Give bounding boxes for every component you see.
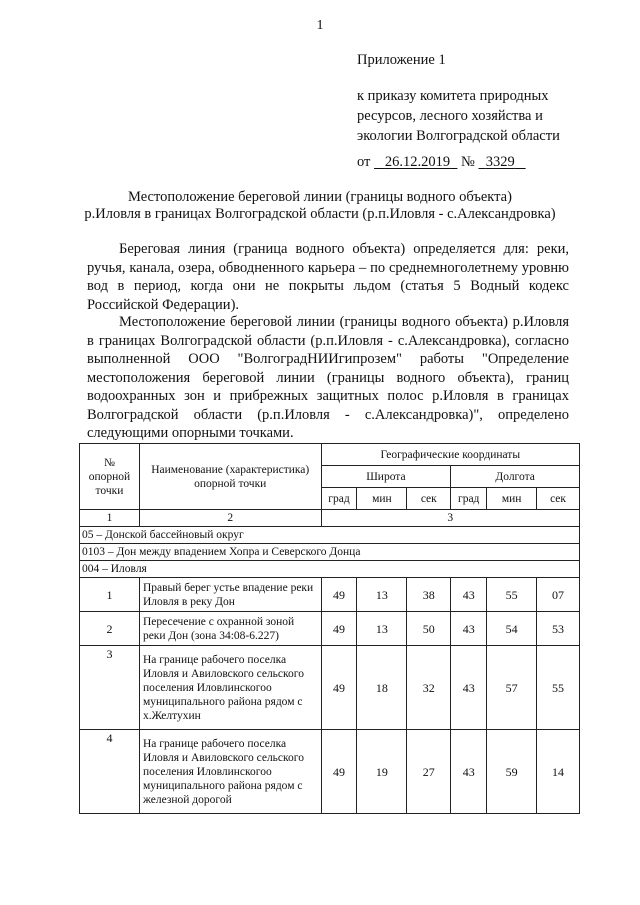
appendix-date-line	[357, 152, 627, 172]
table-row	[80, 612, 580, 646]
section-row: 05 – Донской бассейновый округ	[80, 527, 580, 544]
header-unit: сек	[407, 488, 451, 510]
lon-sec: 07	[537, 578, 580, 612]
header-name: Наименование (характеристика) опорной точки	[139, 444, 321, 510]
lat-deg: 49	[321, 612, 357, 646]
order-number: 3329	[485, 154, 515, 170]
paragraph-2-text: Местоположение береговой линии (границы водного объекта) р.Иловля в границах Волгоградской области (р.п.Иловля - с.Александровка), согласно выполненной ООО "ВолгоградНИИгипрозем" работы "Определение местоположения береговой линии (границы водного объекта), границ водоохранных зон и прибрежных защитных полос р.Иловля в границах Волгоградской области (р.п.Иловля - с.Александровка)", определено следующими опорными точками.	[87, 314, 569, 441]
header-unit: мин	[357, 488, 407, 510]
lat-min: 13	[357, 578, 407, 612]
lat-sec: 50	[407, 612, 451, 646]
lon-sec: 14	[537, 730, 580, 814]
lat-min: 13	[357, 612, 407, 646]
document-heading	[20, 189, 620, 223]
coordinates-table	[79, 443, 580, 814]
lon-deg: 43	[451, 612, 487, 646]
point-no: 1	[80, 578, 140, 612]
heading-line-1: Местоположение береговой линии (границы водного объекта)	[128, 189, 512, 205]
appendix-line-1: к приказу комитета природных	[357, 88, 549, 104]
column-number: 3	[321, 510, 579, 527]
lon-sec: 55	[537, 646, 580, 730]
date-prefix: от	[357, 154, 371, 170]
order-date: 26.12.2019	[384, 154, 451, 170]
lon-min: 54	[487, 612, 537, 646]
heading-line-2: р.Иловля в границах Волгоградской области (р.п.Иловля - с.Александровка)	[84, 206, 556, 222]
header-longitude: Долгота	[451, 466, 580, 488]
section-row: 0103 – Дон между впадением Хопра и Северского Донца	[80, 544, 580, 561]
appendix-line-3: экологии Волгоградской области	[357, 128, 560, 144]
point-name: Правый берег устье впадение реки Иловля в реку Дон	[139, 578, 321, 612]
lat-deg: 49	[321, 646, 357, 730]
column-number: 1	[80, 510, 140, 527]
column-number: 2	[139, 510, 321, 527]
point-name: На границе рабочего поселка Иловля и Авиловского сельского поселения Иловлинскогоо муниципального района рядом с железной дорогой	[139, 730, 321, 814]
lon-deg: 43	[451, 578, 487, 612]
lat-min: 18	[357, 646, 407, 730]
lat-deg: 49	[321, 730, 357, 814]
page-number: 1	[316, 18, 324, 33]
lon-min: 59	[487, 730, 537, 814]
point-name: Пересечение с охранной зоной реки Дон (зона 34:08-6.227)	[139, 612, 321, 646]
paragraph-1-text: Береговая линия (граница водного объекта) определяется для: реки, ручья, канала, озера, обводненного карьера – по среднемноголетнему уровню вод в период, когда они не покрыты льдом (статья 5 Водный кодекс Российской Федерации).	[87, 241, 569, 313]
header-unit: мин	[487, 488, 537, 510]
section-row: 004 – Иловля	[80, 561, 580, 578]
appendix-line-2: ресурсов, лесного хозяйства и	[357, 108, 543, 124]
header-geo: Географические координаты	[321, 444, 579, 466]
header-unit: град	[451, 488, 487, 510]
lat-sec: 38	[407, 578, 451, 612]
lat-min: 19	[357, 730, 407, 814]
lat-deg: 49	[321, 578, 357, 612]
point-name: На границе рабочего поселка Иловля и Авиловского сельского поселения Иловлинскогоо муниципального района рядом с х.Желтухин	[139, 646, 321, 730]
header-latitude: Широта	[321, 466, 451, 488]
number-prefix: №	[461, 154, 475, 170]
table-row	[80, 578, 580, 612]
lon-min: 57	[487, 646, 537, 730]
header-unit: сек	[537, 488, 580, 510]
table-row	[80, 730, 580, 814]
paragraph-1	[87, 240, 569, 314]
lon-deg: 43	[451, 646, 487, 730]
lon-min: 55	[487, 578, 537, 612]
point-no: 4	[80, 730, 140, 814]
header-unit: град	[321, 488, 357, 510]
paragraph-2	[87, 313, 569, 443]
header-point-no: № опорной точки	[80, 444, 140, 510]
table-row	[80, 646, 580, 730]
lat-sec: 32	[407, 646, 451, 730]
lon-deg: 43	[451, 730, 487, 814]
point-no: 2	[80, 612, 140, 646]
point-no: 3	[80, 646, 140, 730]
appendix-title: Приложение 1	[357, 52, 446, 68]
lon-sec: 53	[537, 612, 580, 646]
lat-sec: 27	[407, 730, 451, 814]
appendix-block	[357, 50, 627, 172]
